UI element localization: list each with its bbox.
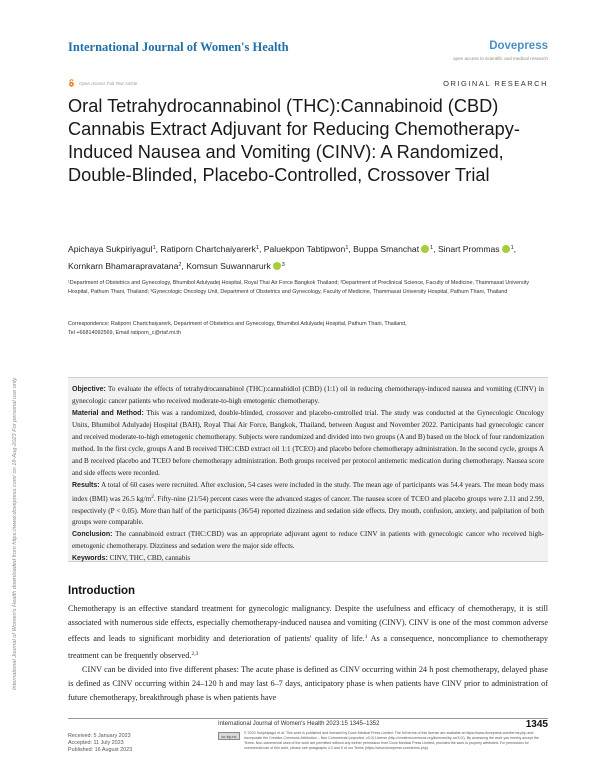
author-name: Komsun Suwannarurk [186, 260, 271, 271]
conclusion-text: The cannabinoid extract (THC:CBD) was an appropriate adjuvant agent to reduce CINV in patients with gynecologic cancer who received high-emetogenic chemotherapy. Dizziness and sedation were the major side effects. [72, 530, 544, 551]
author[interactable] [68, 244, 156, 254]
keywords-text: CINV, THC, CBD, cannabis [109, 554, 191, 563]
author-affiliation-number: 1 [430, 245, 434, 251]
author-affiliation-number: 3 [281, 261, 285, 268]
results-text-cont: . Fifty-nine (21/54) percent cases were the advanced stages of cancer. The nausea score of TCEO and placebo groups were 2.11 and 2.99, respectively (P < 0.05). More than half of the participants (36/54) reported dizziness and sedation side effects. Dry mouth, confusion, anxiety, and palpitation of both groups were comparable. [72, 494, 544, 527]
methods-text: This was a randomized, double-blinded, crossover and placebo-controlled trial. The study was conducted at the Gynecologic Oncology Units, Bhumibol Adulyadej Hospital (BAH), Royal Thai Air Force, Bangkok, Thailand, between August and November 2022. Participants had gynecologic cancer and received moderate-to-high emetogenic chemotherapy. Subjects were randomized and divided into two groups (A and B) based on the block of four randomization method. In the first cycle, groups A and B received THC:CBD extract oil 1:1 (TCEO) and placebo before chemotherapy administration. In the second cycle, groups A and B received placebo and TCEO before chemotherapy administration. Both groups received per protocol antiemetic medication during chemotherapy. Nausea score and side effects were recorded. [72, 408, 544, 477]
author-name: Kornkarn Bhamarapravatana [68, 260, 179, 271]
open-access-text: Open Access Full Text Article [79, 80, 138, 86]
introduction-body [68, 602, 548, 705]
results-label: Results: [72, 481, 100, 489]
received-date: Received: 5 January 2023 [68, 733, 131, 739]
objective-text: To evaluate the effects of tetrahydrocannabinol (THC):cannabidiol (CBD) (1:1) oil in reducing chemotherapy-induced nausea and vomiting (CINV) in gynecologic cancer patients who received moderate-to-high emetogenic chemotherapy. [72, 385, 544, 405]
intro-paragraph-1 [68, 604, 548, 660]
methods-label: Material and Method: [72, 409, 144, 417]
journal-name[interactable]: International Journal of Women's Health [68, 40, 289, 54]
publisher-tagline: open access to scientific and medical research [453, 56, 548, 61]
citation-1[interactable]: 1 [364, 634, 368, 641]
intro-p1-text: Chemotherapy is an effective standard treatment for gynecologic malignancy. Despite the usefulness and efficacy of chemotherapy, it is still associated with numerous side effects, especially chemotherapy-induced nausea and vomiting (CINV). CINV is one of the most common adverse effects and leads to significant morbidity and deterioration of patients' quality of life. [68, 604, 548, 644]
open-access-label [68, 79, 137, 87]
introduction-heading: Introduction [68, 585, 136, 597]
affiliations: ¹Department of Obstetrics and Gynecology, Bhumibol Adulyadej Hospital, Royal Thai Air Force Bangkok Thailand; ²Department of Preclinical Science, Faculty of Medicine, Thammasat University Hospital, Pathum Thani, Thailand; ³Gynecologic Oncology Unit, Department of Obstetrics and Gynecology, Faculty of Medicine, Thammasat University Hospital, Pathum Thani, Thailand [68, 280, 530, 295]
publication-dates [68, 733, 132, 755]
author[interactable] [68, 261, 181, 271]
author[interactable] [438, 244, 514, 254]
creative-commons-badge[interactable]: cc by-nc [218, 732, 240, 740]
footer-divider [68, 718, 548, 719]
intro-p1-end: As a consequence, noncompliance to chemotherapy treatment can be frequently observed. [68, 634, 549, 660]
author-name: Ratiporn Chartchaiyarerk [160, 244, 256, 254]
footer-journal-ref: International Journal of Women's Health 2023:15 1345–1352 [218, 721, 380, 727]
intro-paragraph-2: CINV can be divided into five different phases: The acute phase is defined as CINV occurring within 24 h post chemotherapy, delayed phase is defined as CINV occurring within 24–120 h and may last 6–7 days, anticipatory phase is when patients have CINV prior to administration of future chemotherapy, breakthrough phase is when patients have [68, 664, 548, 703]
license-text: © 2023 Sukpiriyagul et al. This work is published and licensed by Dove Medical Press Limited. The full terms of this license are available at https://www.dovepress.com/terms.php and incorporate the Creative Commons Attribution – Non Commercial (unported, v3.0) License (http://creativecommons.org/licenses/by-nc/3.0/). By accessing the work you hereby accept the Terms. Non-commercial uses of the work are permitted without any further permission from Dove Medical Press Limited, provided the work is properly attributed. For permission for commercial use of this work, please see paragraphs 4.2 and 5 of our Terms (https://www.dovepress.com/terms.php). [244, 731, 539, 750]
citation-2-3[interactable]: 2,3 [191, 650, 199, 657]
page-header [68, 40, 548, 70]
author-name: Apichaya Sukpiriyagul [68, 244, 153, 254]
publisher-logo[interactable]: Dovepress [489, 40, 548, 52]
conclusion-label: Conclusion: [72, 531, 113, 539]
author-affiliation-number: 1 [510, 245, 514, 251]
page-number: 1345 [525, 719, 548, 730]
open-access-lock-icon [68, 79, 75, 87]
author-name: Sinart Prommas [437, 244, 500, 254]
author-affiliation-number: 1 [345, 245, 349, 251]
author-affiliation-number: 2 [178, 261, 182, 268]
published-date: Published: 16 August 2023 [68, 747, 133, 754]
abstract [72, 384, 544, 565]
correspondence [68, 320, 548, 338]
article-title: Oral Tetrahydrocannabinol (THC):Cannabinoid (CBD) Cannabis Extract Adjuvant for Reducing Chemotherapy-Induced Nausea and Vomiting (CINV): A Randomized, Double-Blinded, Placebo-Controlled, Crossover Trial [68, 96, 520, 185]
author[interactable] [160, 244, 259, 254]
author[interactable] [353, 244, 433, 254]
results-superscript: 2 [151, 493, 154, 500]
objective-label: Objective: [72, 386, 106, 393]
author-name: Buppa Smanchat [353, 244, 420, 254]
orcid-icon[interactable] [421, 245, 429, 253]
orcid-icon[interactable] [502, 245, 510, 253]
author-list: Apichaya Sukpiriyagul$^1$, Ratiporn Chartchaiyarerk$^1$, Paluekpon Tabtipwon$^1$, Buppa Smanchat $^1$, Sinart Prommas $^1$, Kornkarn Bhamarapravatana$^2$, Komsun Suwannarurk $^3$ [68, 244, 517, 271]
orcid-icon[interactable] [273, 262, 281, 270]
author[interactable] [264, 244, 349, 254]
keywords-label: Keywords: [72, 555, 108, 563]
author-name: Paluekpon Tabtipwon [263, 244, 346, 254]
download-watermark: International Journal of Women's Health downloaded from https://www.dovepress.com/ on 18-Aug-2023 For personal use only. [12, 376, 18, 690]
article-type: ORIGINAL RESEARCH [443, 79, 548, 88]
results-text: A total of 60 cases were recruited. After exclusion, 54 cases were included in the study. The mean age of participants was 54.4 years. The mean body mass index (BMI) was 26.5 kg/m [72, 480, 544, 503]
author[interactable] [186, 261, 285, 271]
author-affiliation-number: 1 [152, 245, 156, 251]
correspondence-contact[interactable]: Tel +66814092569, Email ratiporn_c@rtaf.mi.th [68, 329, 181, 336]
correspondence-text: Correspondence: Ratiporn Chartchaiyarerk, Department of Obstetrics and Gynecology, Bhumibol Adulyadej Hospital, Pathum Thani, Thailand, [68, 321, 407, 327]
accepted-date: Accepted: 11 July 2023 [68, 740, 124, 747]
author-affiliation-number: 1 [255, 245, 259, 251]
